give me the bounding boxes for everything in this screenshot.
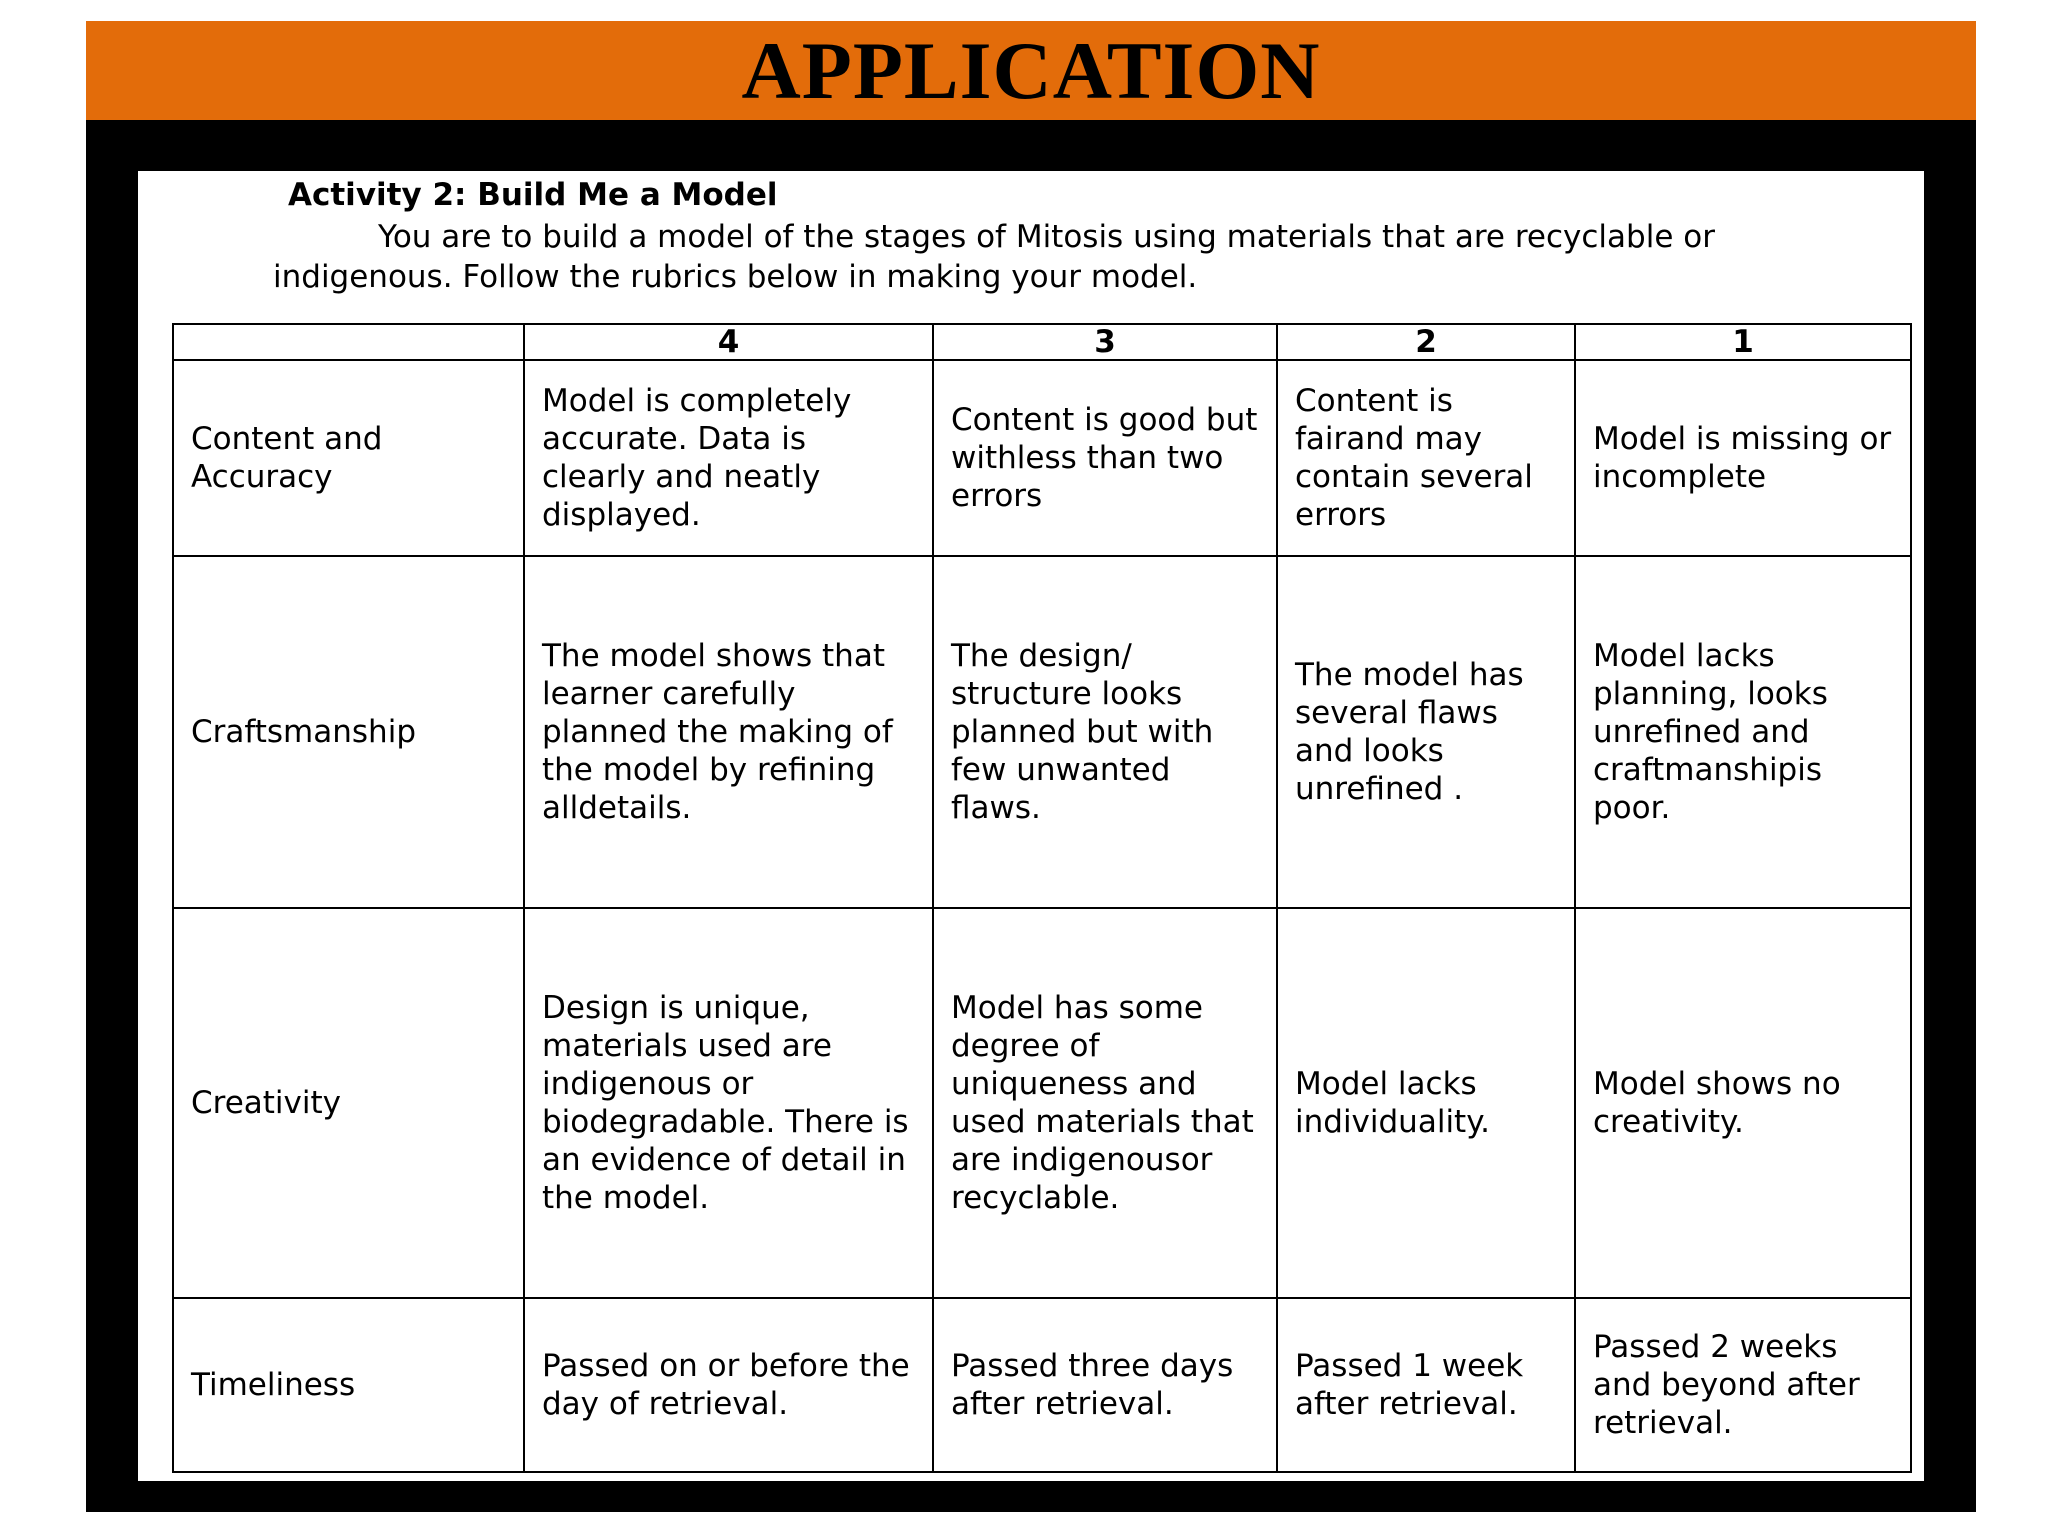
rubric-header-row	[173, 324, 1911, 360]
rubric-cell: Passed 2 weeks and beyond after retrieval.	[1575, 1298, 1911, 1472]
header-score-4: 4	[524, 324, 933, 360]
rubric-cell: The design/ structure looks planned but with few unwanted flaws.	[933, 556, 1277, 907]
rubric-row-content-accuracy	[173, 360, 1911, 556]
rubric-cell: Model is missing or incomplete	[1575, 360, 1911, 556]
title-bar	[86, 21, 1976, 120]
criterion-label: Content and Accuracy	[173, 360, 524, 556]
rubric-row-creativity	[173, 908, 1911, 1299]
header-score-1: 1	[1575, 324, 1911, 360]
rubric-cell: Model is completely accurate. Data is clearly and neatly displayed.	[524, 360, 933, 556]
rubric-cell: Model shows no creativity.	[1575, 908, 1911, 1299]
rubric-cell: Content is fairand may contain several errors	[1277, 360, 1575, 556]
header-score-2: 2	[1277, 324, 1575, 360]
rubric-cell: Model has some degree of uniqueness and used materials that are indigenousor recyclable.	[933, 908, 1277, 1299]
activity-title: Activity 2: Build Me a Model	[288, 177, 778, 213]
rubric-row-timeliness	[173, 1298, 1911, 1472]
rubric-table	[172, 323, 1912, 1473]
rubric-cell: Passed three days after retrieval.	[933, 1298, 1277, 1472]
activity-document	[138, 171, 1924, 1481]
header-criterion	[173, 324, 524, 360]
rubric-cell: The model shows that learner carefully planned the making of the model by refining alldetails.	[524, 556, 933, 907]
instructions-text: You are to build a model of the stages of Mitosis using materials that are recyclable or indigenous. Follow the rubrics below in making your model.	[273, 219, 1715, 295]
rubric-row-craftsmanship	[173, 556, 1911, 907]
rubric-cell: Passed 1 week after retrieval.	[1277, 1298, 1575, 1472]
rubric-cell: Content is good but withless than two errors	[933, 360, 1277, 556]
criterion-label: Creativity	[173, 908, 524, 1299]
rubric-cell: Design is unique, materials used are indigenous or biodegradable. There is an evidence of detail in the model.	[524, 908, 933, 1299]
rubric-cell: The model has several flaws and looks unrefined .	[1277, 556, 1575, 907]
criterion-label: Timeliness	[173, 1298, 524, 1472]
rubric-cell: Model lacks planning, looks unrefined and craftmanshipis poor.	[1575, 556, 1911, 907]
rubric-cell: Model lacks individuality.	[1277, 908, 1575, 1299]
activity-instructions	[273, 217, 1903, 297]
slide-frame	[86, 21, 1976, 1512]
header-score-3: 3	[933, 324, 1277, 360]
rubric-cell: Passed on or before the day of retrieval.	[524, 1298, 933, 1472]
slide-title: APPLICATION	[741, 24, 1321, 116]
criterion-label: Craftsmanship	[173, 556, 524, 907]
